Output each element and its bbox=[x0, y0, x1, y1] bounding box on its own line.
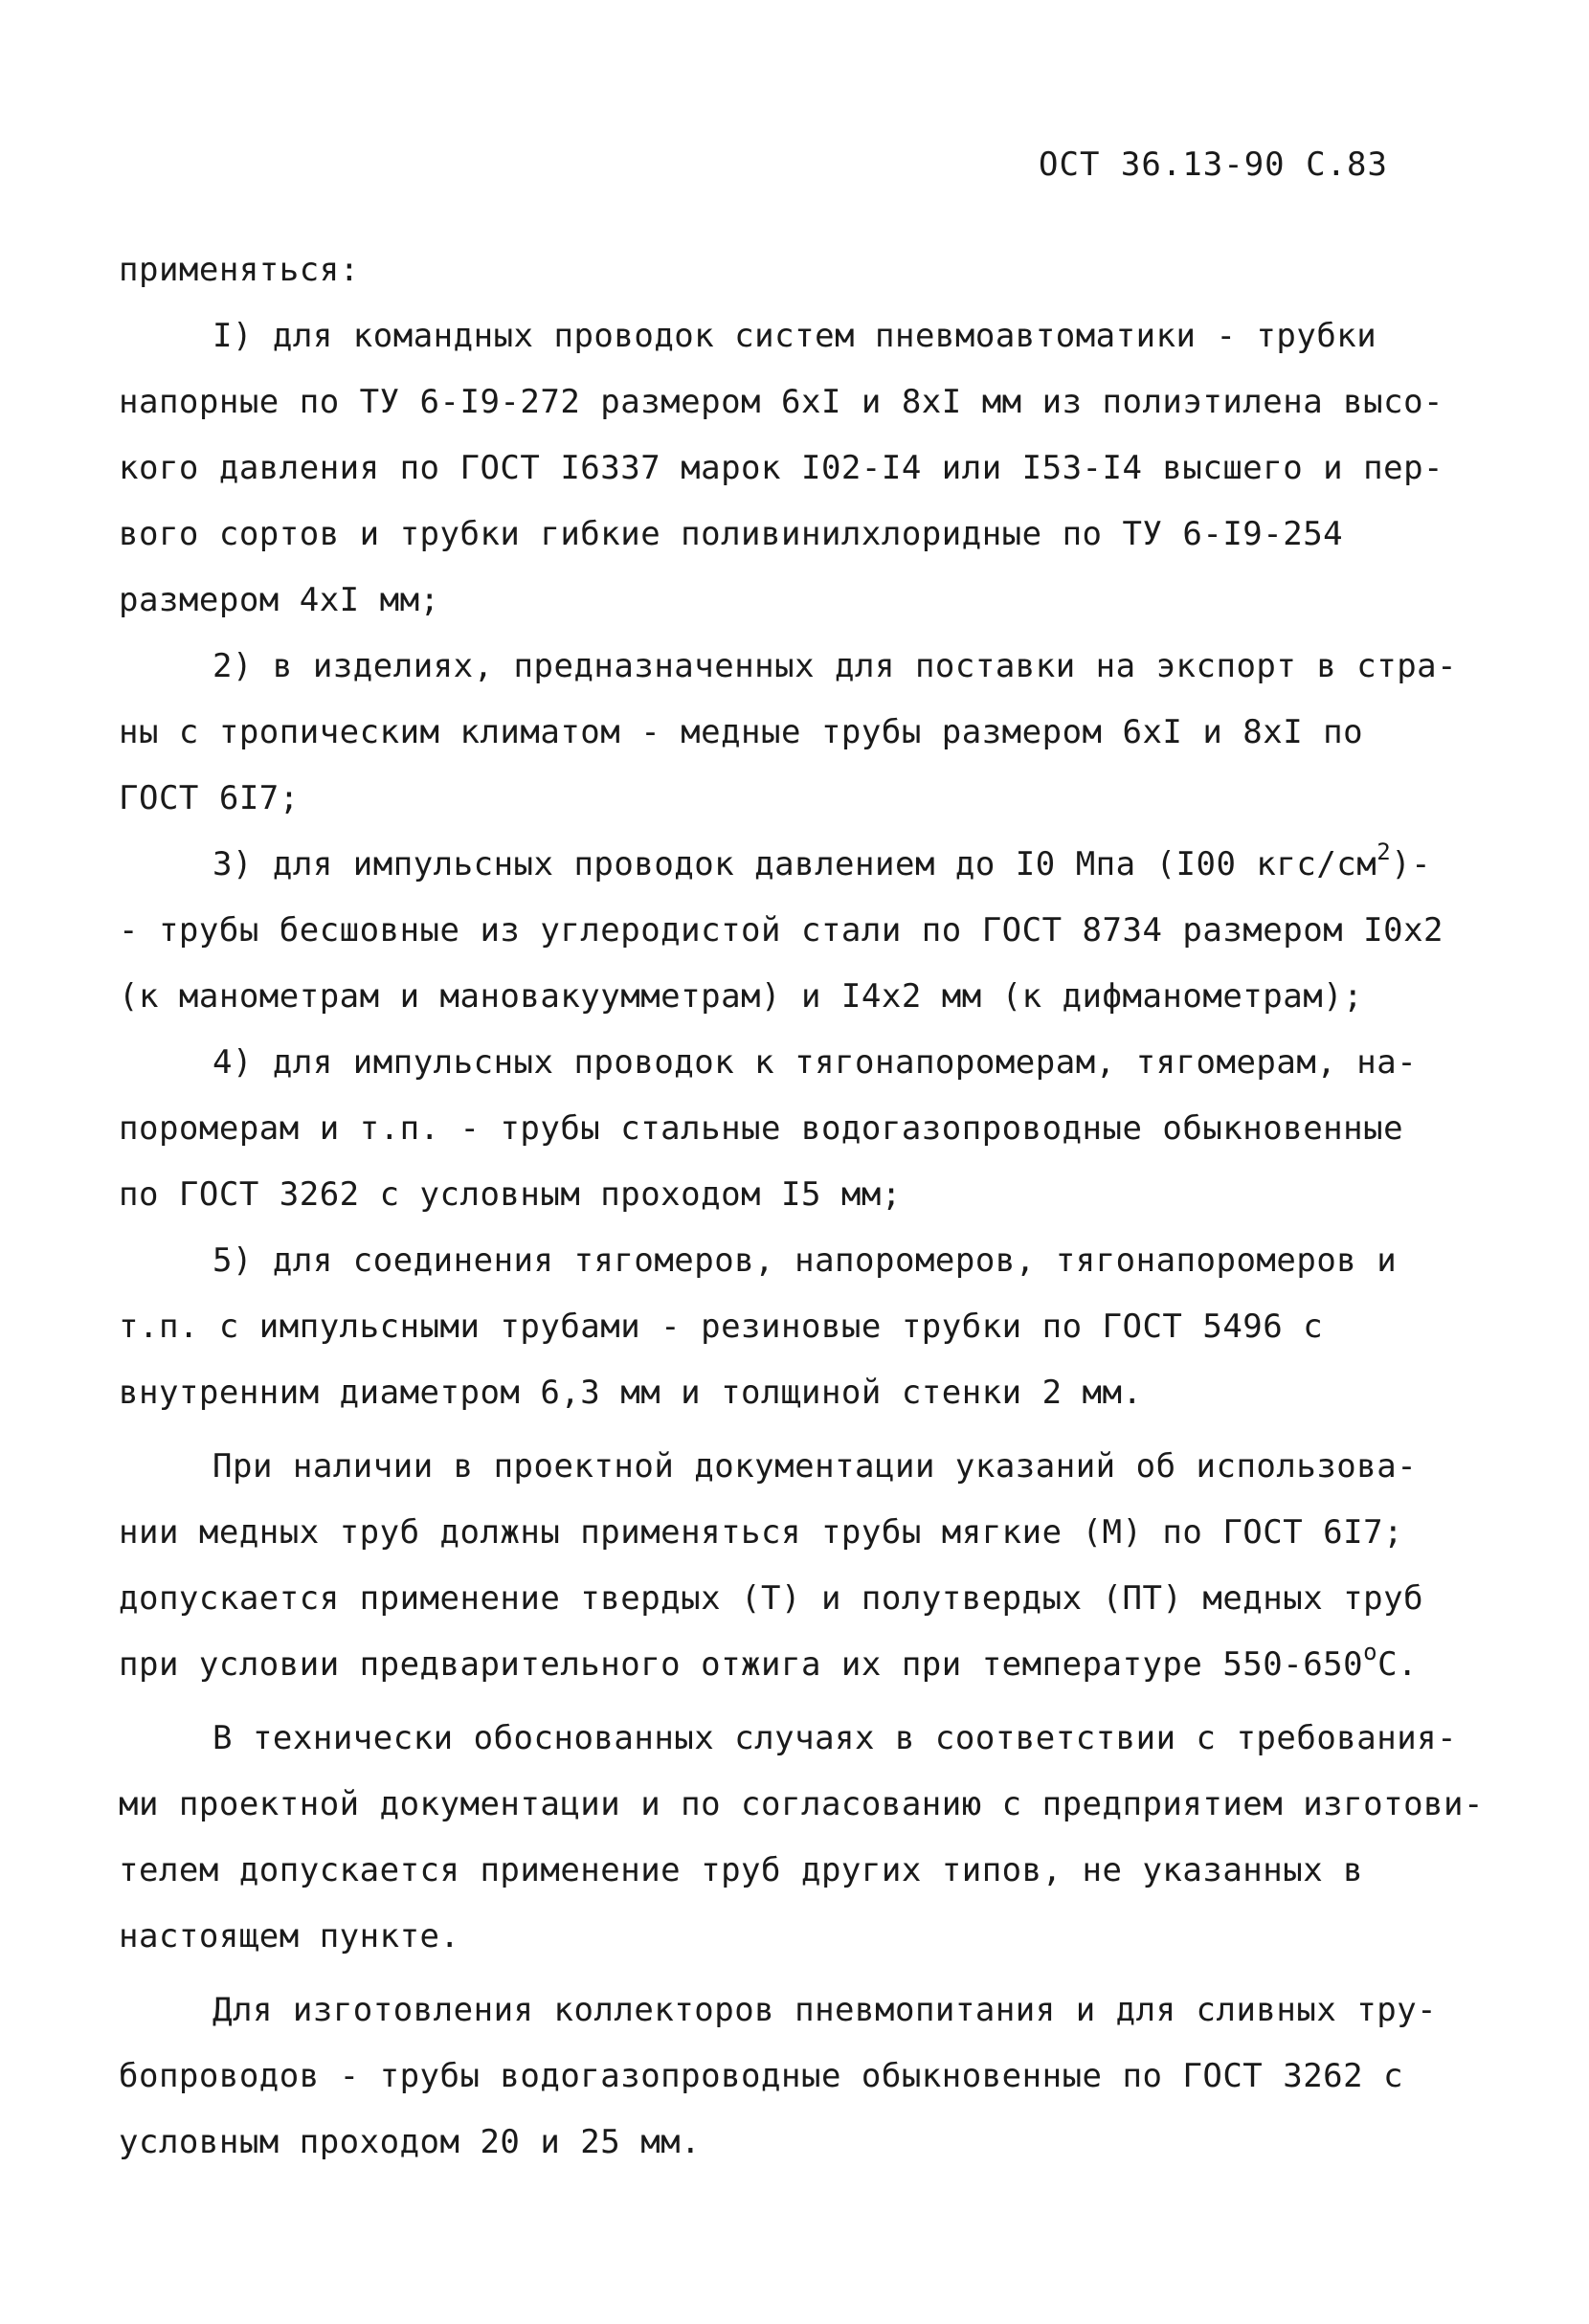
text-line: Для изготовления коллекторов пневмопитания и для сливных тру- bbox=[213, 1991, 1438, 2029]
text-line: 2) в изделиях, предназначенных для поставки на экспорт в стра- bbox=[213, 647, 1458, 685]
text-fragment: )- bbox=[1391, 845, 1432, 883]
text-line: по ГОСТ 3262 с условным проходом I5 мм; bbox=[119, 1175, 902, 1214]
text-line: внутренним диаметром 6,3 мм и толщиной стенки 2 мм. bbox=[119, 1374, 1143, 1412]
text-line: I) для командных проводок систем пневмоавтоматики - трубки bbox=[213, 317, 1377, 355]
text-line bbox=[119, 1632, 1478, 1698]
page-header: ОСТ 36.13-90 С.83 bbox=[1039, 145, 1388, 184]
text-fragment: при условии предварительного отжига их при температуре 550-650 bbox=[119, 1645, 1364, 1684]
superscript: 2 bbox=[1376, 838, 1392, 865]
text-line: В технически обоснованных случаях в соответствии с требования- bbox=[213, 1719, 1458, 1757]
text-line: 4) для импульсных проводок к тягонапоромерам, тягомерам, на- bbox=[213, 1043, 1418, 1082]
paragraph-gap bbox=[119, 1426, 1478, 1434]
text-fragment: 3) для импульсных проводок давлением до I0 Мпа (I00 кгс/см bbox=[213, 845, 1377, 883]
text-line: кого давления по ГОСТ I6337 марок I02-I4 или I53-I4 высшего и пер- bbox=[119, 449, 1444, 487]
text-line: 5) для соединения тягомеров, напоромеров, тягонапоромеров и bbox=[213, 1241, 1398, 1280]
paragraph-gap bbox=[119, 1698, 1478, 1706]
text-line: напорные по ТУ 6-I9-272 размером 6хI и 8хI мм из полиэтилена высо- bbox=[119, 383, 1444, 421]
text-line: условным проходом 20 и 25 мм. bbox=[119, 2123, 702, 2161]
text-line: допускается применение твердых (Т) и полутвердых (ПТ) медных труб bbox=[119, 1579, 1424, 1618]
text-line: телем допускается применение труб других типов, не указанных в bbox=[119, 1851, 1364, 1889]
text-line: ны с тропическим климатом - медные трубы размером 6хI и 8хI по bbox=[119, 713, 1364, 751]
paragraph-gap bbox=[119, 1970, 1478, 1978]
text-line: настоящем пункте. bbox=[119, 1917, 460, 1955]
text-line: поромерам и т.п. - трубы стальные водогазопроводные обыкновенные bbox=[119, 1109, 1404, 1148]
text-line: т.п. с импульсными трубами - резиновые трубки по ГОСТ 5496 с bbox=[119, 1307, 1324, 1346]
document-body bbox=[119, 237, 1484, 2176]
text-line: бопроводов - трубы водогазопроводные обыкновенные по ГОСТ 3262 с bbox=[119, 2057, 1404, 2095]
text-line: - трубы бесшовные из углеродистой стали по ГОСТ 8734 размером I0х2 bbox=[119, 911, 1444, 950]
text-line: ми проектной документации и по согласованию с предприятием изготови- bbox=[119, 1785, 1484, 1823]
superscript: о bbox=[1363, 1639, 1378, 1665]
text-line: нии медных труб должны применяться трубы мягкие (М) по ГОСТ 6I7; bbox=[119, 1513, 1404, 1552]
text-line: ГОСТ 6I7; bbox=[119, 779, 300, 817]
text-line: применяться: bbox=[119, 251, 360, 289]
text-line: размером 4хI мм; bbox=[119, 581, 440, 619]
text-line bbox=[119, 832, 1478, 898]
text-fragment: С. bbox=[1377, 1645, 1419, 1684]
text-line: (к манометрам и мановакуумметрам) и I4х2 мм (к дифманометрам); bbox=[119, 977, 1364, 1016]
text-line: вого сортов и трубки гибкие поливинилхлоридные по ТУ 6-I9-254 bbox=[119, 515, 1344, 553]
text-line: При наличии в проектной документации указаний об использова- bbox=[213, 1447, 1418, 1486]
